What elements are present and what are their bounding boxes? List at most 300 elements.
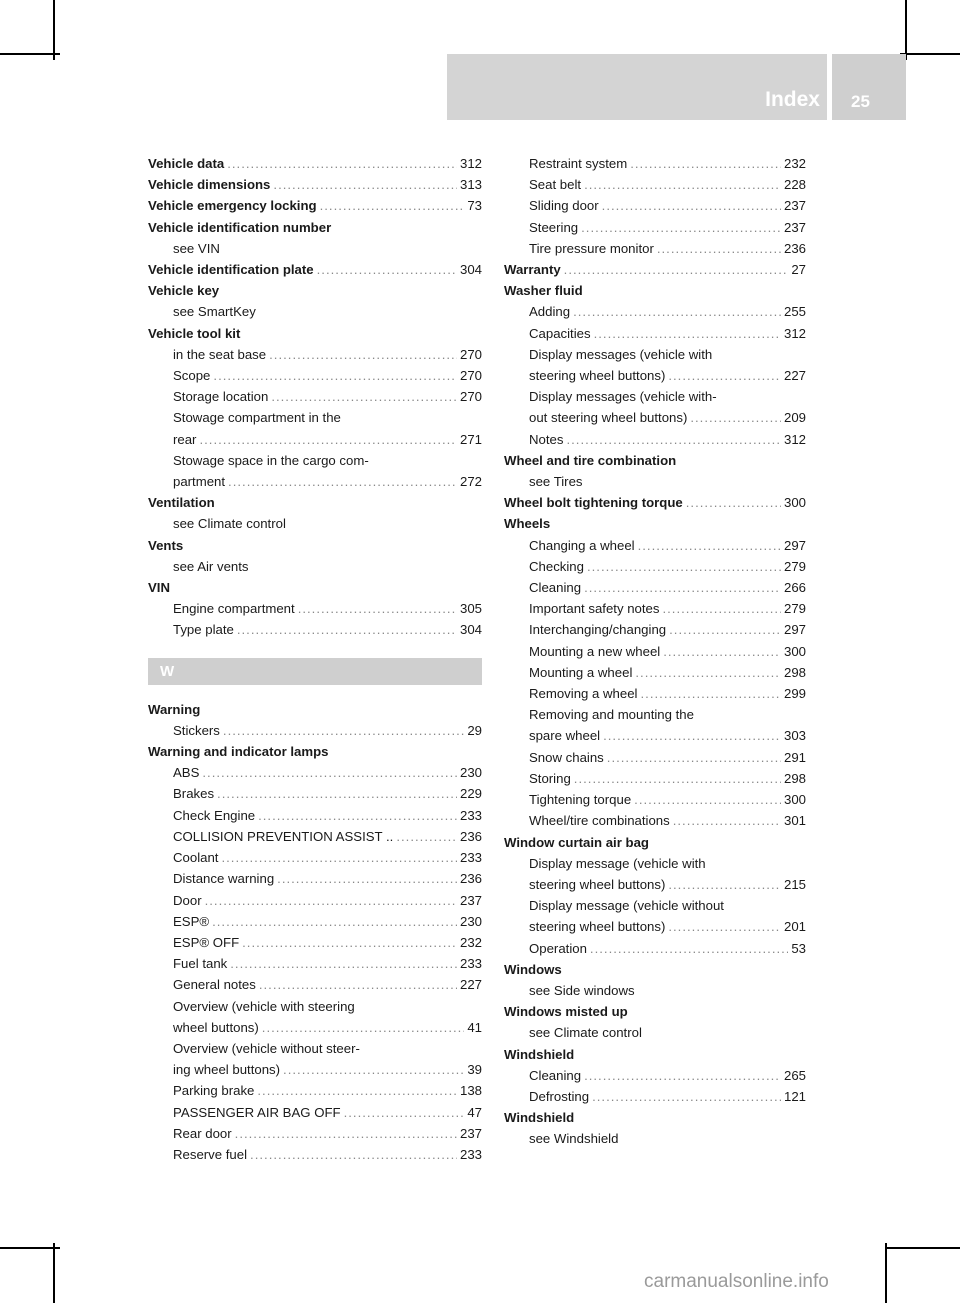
index-sub-entry: [148, 407, 482, 449]
index-main-entry: [148, 280, 482, 301]
entry-page: 312: [459, 156, 482, 171]
entry-text: Reserve fuel: [173, 1146, 248, 1162]
entry-text: Stickers: [173, 722, 220, 738]
leader-dots: [259, 974, 457, 995]
index-sub-entry: [504, 301, 806, 322]
index-sub-entry: [504, 641, 806, 662]
entry-page: 279: [783, 558, 806, 574]
leader-dots: [635, 662, 781, 683]
crop-mark-bottom-right-vertical: [885, 1243, 887, 1303]
index-main-entry: [504, 280, 806, 301]
entry-text: see Side windows: [529, 982, 635, 998]
entry-line: [529, 217, 806, 238]
leader-dots: [662, 598, 781, 619]
index-sub-entry: [504, 153, 806, 174]
entry-line: [173, 805, 482, 826]
index-sub-entry: [148, 365, 482, 386]
leader-dots: [212, 911, 457, 932]
leader-dots: [269, 344, 457, 365]
entry-page: 215: [783, 876, 806, 892]
entry-text: Check Engine: [173, 807, 256, 823]
index-main-entry: [504, 492, 806, 513]
index-sub-entry: [504, 195, 806, 216]
leader-dots: [242, 932, 457, 953]
index-main-entry: [148, 195, 482, 216]
entry-text: spare wheel: [529, 728, 601, 744]
entry-line: [173, 1144, 482, 1165]
entry-text: Washer fluid: [504, 283, 583, 299]
index-sub-entry: [148, 450, 482, 492]
entry-line: [529, 725, 806, 746]
index-see-reference: [504, 980, 806, 1001]
entry-text: see SmartKey: [173, 304, 256, 320]
entry-line: [173, 762, 482, 783]
entry-text: Warning and indicator lamps: [148, 744, 329, 760]
leader-dots: [584, 577, 781, 598]
entry-page: 233: [459, 956, 482, 972]
entry-line: [173, 847, 482, 868]
leader-dots: [574, 768, 781, 789]
leader-dots: [396, 826, 457, 847]
leader-dots: [213, 365, 457, 386]
entry-line: [529, 429, 806, 450]
entry-text: Vents: [148, 537, 184, 553]
entry-text: Wheel and tire combination: [504, 452, 677, 468]
entry-text: Important safety notes: [529, 601, 660, 617]
entry-text: ABS: [173, 765, 200, 781]
entry-text: Rear door: [173, 1125, 232, 1141]
entry-line: [504, 492, 806, 513]
entry-text: Operation: [529, 940, 587, 956]
index-sub-entry: [504, 853, 806, 895]
leader-dots: [227, 153, 457, 174]
entry-line: [173, 344, 482, 365]
entry-page: 138: [459, 1083, 482, 1099]
leader-dots: [657, 238, 781, 259]
crop-mark-bottom-left-horizontal: [0, 1247, 60, 1249]
entry-text: Tightening torque: [529, 792, 632, 808]
entry-text: Distance warning: [173, 871, 275, 887]
entry-line: [173, 720, 482, 741]
entry-line: [529, 874, 806, 895]
index-sub-entry: [148, 996, 482, 1038]
index-sub-entry: [504, 704, 806, 746]
entry-line: [173, 953, 482, 974]
entry-line: [504, 259, 806, 280]
entry-page: 233: [459, 1146, 482, 1162]
entry-text: Window curtain air bag: [504, 834, 649, 850]
entry-text: Mounting a wheel: [529, 664, 633, 680]
entry-page: 233: [459, 807, 482, 823]
index-sub-entry: [148, 868, 482, 889]
index-main-entry: [504, 513, 806, 534]
entry-line: [173, 1017, 482, 1038]
index-main-entry: [148, 323, 482, 344]
leader-dots: [590, 938, 788, 959]
entry-page: 304: [459, 622, 482, 638]
index-sub-entry: [148, 598, 482, 619]
entry-page: 270: [459, 346, 482, 362]
entry-line: [529, 662, 806, 683]
entry-line: [148, 153, 482, 174]
entry-text: Cleaning: [529, 580, 582, 596]
entry-page: 271: [459, 431, 482, 447]
index-see-reference: [148, 301, 482, 322]
entry-page: 265: [783, 1067, 806, 1083]
entry-text: see Air vents: [173, 558, 249, 574]
index-see-reference: [148, 513, 482, 534]
leader-dots: [587, 556, 781, 577]
entry-line: [529, 641, 806, 662]
entry-text: Removing and mounting the: [529, 707, 694, 723]
entry-text: Vehicle emergency locking: [148, 198, 317, 214]
index-main-entry: [148, 741, 482, 762]
leader-dots: [320, 195, 465, 216]
leader-dots: [223, 720, 464, 741]
leader-dots: [584, 1065, 781, 1086]
entry-text: Vehicle dimensions: [148, 177, 271, 193]
index-sub-entry: [504, 938, 806, 959]
entry-page: 313: [459, 177, 482, 193]
entry-line: [529, 195, 806, 216]
entry-text: Mounting a new wheel: [529, 643, 661, 659]
entry-text: Steering: [529, 219, 579, 235]
index-sub-entry: [148, 974, 482, 995]
entry-text: VIN: [148, 580, 170, 596]
index-main-entry: [148, 174, 482, 195]
entry-page: 230: [459, 913, 482, 929]
index-sub-entry: [504, 683, 806, 704]
index-sub-entry: [504, 598, 806, 619]
entry-page: 300: [783, 495, 806, 511]
entry-text: Display message (vehicle with: [529, 855, 706, 871]
entry-line: [529, 619, 806, 640]
entry-page: 232: [783, 156, 806, 171]
entry-page: 230: [459, 765, 482, 781]
index-main-entry: [504, 832, 806, 853]
entry-line: [529, 365, 806, 386]
crop-mark-top-left-horizontal: [0, 53, 60, 55]
entry-text: Door: [173, 892, 202, 908]
entry-text: Cleaning: [529, 1067, 582, 1083]
entry-line: [529, 810, 806, 831]
leader-dots: [257, 1080, 457, 1101]
leader-dots: [581, 217, 781, 238]
index-main-entry: [148, 259, 482, 280]
index-main-entry: [148, 492, 482, 513]
leader-dots: [564, 259, 789, 280]
entry-text: Wheel bolt tightening torque: [504, 495, 683, 511]
entry-line: [173, 868, 482, 889]
entry-line: [529, 535, 806, 556]
entry-page: 297: [783, 537, 806, 553]
index-sub-entry: [504, 1086, 806, 1107]
index-sub-entry: [504, 323, 806, 344]
entry-text: Wheels: [504, 516, 551, 532]
entry-page: 298: [783, 664, 806, 680]
entry-text: ESP®: [173, 913, 210, 929]
entry-line: [529, 174, 806, 195]
index-main-entry: [148, 217, 482, 238]
entry-text: see VIN: [173, 240, 220, 256]
leader-dots: [594, 323, 781, 344]
entry-text: Storing: [529, 770, 571, 786]
entry-text: partment: [173, 474, 226, 490]
leader-dots: [566, 429, 781, 450]
entry-line: [173, 471, 482, 492]
index-see-reference: [148, 238, 482, 259]
index-sub-entry: [148, 1144, 482, 1165]
entry-text: Snow chains: [529, 749, 604, 765]
entry-text: Windows: [504, 961, 562, 977]
leader-dots: [217, 783, 457, 804]
index-main-entry: [504, 259, 806, 280]
entry-text: Stowage compartment in the: [173, 410, 341, 426]
index-sub-entry: [504, 662, 806, 683]
index-sub-entry: [504, 747, 806, 768]
entry-line: [529, 768, 806, 789]
index-sub-entry: [148, 1080, 482, 1101]
entry-text: Engine compartment: [173, 601, 295, 617]
crop-mark-top-right-vertical: [905, 0, 907, 60]
leader-dots: [686, 492, 781, 513]
leader-dots: [235, 1123, 457, 1144]
entry-text: Sliding door: [529, 198, 599, 214]
index-sub-entry: [504, 174, 806, 195]
index-see-reference: [148, 556, 482, 577]
entry-text: Windows misted up: [504, 1004, 628, 1020]
entry-page: 305: [459, 601, 482, 617]
entry-text: Warranty: [504, 262, 561, 278]
entry-page: 299: [783, 686, 806, 702]
entry-line: [529, 938, 806, 959]
index-sub-entry: [504, 217, 806, 238]
entry-page: 237: [459, 1125, 482, 1141]
leader-dots: [669, 619, 781, 640]
index-sub-entry: [504, 895, 806, 937]
index-see-reference: [504, 1022, 806, 1043]
leader-dots: [638, 535, 781, 556]
index-sub-entry: [148, 344, 482, 365]
entry-page: 303: [783, 728, 806, 744]
entry-text: Display messages (vehicle with: [529, 346, 713, 362]
index-column-right: [504, 153, 806, 1150]
entry-text: steering wheel buttons): [529, 876, 666, 892]
index-sub-entry: [504, 619, 806, 640]
entry-text: Brakes: [173, 786, 215, 802]
entry-page: 229: [459, 786, 482, 802]
index-sub-entry: [504, 535, 806, 556]
entry-text: Defrosting: [529, 1088, 590, 1104]
leader-dots: [277, 868, 457, 889]
entry-line: [529, 301, 806, 322]
entry-text: see Climate control: [529, 1025, 642, 1041]
entry-page: 47: [467, 1104, 482, 1120]
leader-dots: [344, 1102, 465, 1123]
entry-text: Overview (vehicle with steering: [173, 998, 355, 1014]
entry-line: [529, 916, 806, 937]
leader-dots: [298, 598, 457, 619]
entry-line: [173, 974, 482, 995]
entry-text: Storage location: [173, 389, 269, 405]
index-sub-entry: [148, 1123, 482, 1144]
index-sub-entry: [148, 932, 482, 953]
section-header-letter: W: [148, 658, 482, 685]
entry-page: 300: [783, 792, 806, 808]
crop-mark-top-right-horizontal: [900, 53, 960, 55]
index-main-entry: [148, 153, 482, 174]
leader-dots: [573, 301, 781, 322]
index-main-entry: [504, 959, 806, 980]
entry-text: ESP® OFF: [173, 934, 240, 950]
leader-dots: [602, 195, 781, 216]
entry-line: [148, 174, 482, 195]
page-number: 25: [851, 92, 870, 111]
entry-page: 297: [783, 622, 806, 638]
leader-dots: [273, 174, 457, 195]
entry-text: Vehicle key: [148, 283, 220, 299]
index-sub-entry: [504, 386, 806, 428]
entry-page: 304: [459, 262, 482, 278]
entry-text: Coolant: [173, 850, 219, 866]
entry-text: Checking: [529, 558, 584, 574]
index-see-reference: [504, 471, 806, 492]
index-sub-entry: [504, 556, 806, 577]
entry-text: Restraint system: [529, 156, 628, 171]
entry-page: 201: [783, 919, 806, 935]
entry-text: in the seat base: [173, 346, 267, 362]
entry-page: 233: [459, 850, 482, 866]
entry-line: [529, 1065, 806, 1086]
leader-dots: [668, 365, 781, 386]
entry-line: [529, 1086, 806, 1107]
entry-page: 232: [459, 934, 482, 950]
leader-dots: [607, 747, 781, 768]
index-see-reference: [504, 1128, 806, 1149]
entry-page: 236: [783, 240, 806, 256]
leader-dots: [258, 805, 457, 826]
entry-page: 270: [459, 389, 482, 405]
entry-text: Display message (vehicle without: [529, 898, 724, 914]
entry-line: [529, 323, 806, 344]
entry-text: Capacities: [529, 325, 591, 341]
leader-dots: [673, 810, 781, 831]
index-sub-entry: [148, 953, 482, 974]
entry-text: Ventilation: [148, 495, 215, 511]
entry-text: Overview (vehicle without steer-: [173, 1040, 360, 1056]
entry-text: Wheel/tire combinations: [529, 813, 670, 829]
leader-dots: [668, 874, 781, 895]
entry-text: Warning: [148, 701, 201, 717]
entry-line: [173, 890, 482, 911]
leader-dots: [221, 847, 457, 868]
entry-page: 209: [783, 410, 806, 426]
leader-dots: [283, 1059, 464, 1080]
entry-line: [173, 826, 482, 847]
leader-dots: [663, 641, 781, 662]
entry-text: Adding: [529, 304, 571, 320]
leader-dots: [592, 1086, 781, 1107]
entry-page: 312: [783, 431, 806, 447]
leader-dots: [271, 386, 457, 407]
index-main-entry: [148, 535, 482, 556]
entry-text: Interchanging/changing: [529, 622, 667, 638]
leader-dots: [584, 174, 781, 195]
entry-line: [148, 195, 482, 216]
entry-page: 270: [459, 368, 482, 384]
entry-page: 301: [783, 813, 806, 829]
index-sub-entry: [148, 826, 482, 847]
entry-text: Seat belt: [529, 177, 582, 193]
entry-text: PASSENGER AIR BAG OFF: [173, 1104, 341, 1120]
entry-page: 237: [459, 892, 482, 908]
entry-page: 300: [783, 643, 806, 659]
index-sub-entry: [504, 789, 806, 810]
entry-text: Fuel tank: [173, 956, 228, 972]
leader-dots: [668, 916, 781, 937]
index-sub-entry: [148, 1102, 482, 1123]
entry-line: [529, 747, 806, 768]
entry-page: 291: [783, 749, 806, 765]
entry-line: [529, 683, 806, 704]
entry-line: [529, 577, 806, 598]
entry-page: 279: [783, 601, 806, 617]
index-main-entry: [504, 1044, 806, 1065]
entry-text: wheel buttons): [173, 1019, 259, 1035]
entry-line: [173, 783, 482, 804]
entry-text: Scope: [173, 368, 211, 384]
index-column-left: [148, 153, 482, 1165]
entry-text: see Climate control: [173, 516, 286, 532]
entry-page: 228: [783, 177, 806, 193]
entry-line: [173, 932, 482, 953]
index-sub-entry: [148, 890, 482, 911]
entry-text: Stowage space in the cargo com-: [173, 452, 369, 468]
entry-text: Windshield: [504, 1110, 575, 1126]
entry-text: Vehicle data: [148, 156, 225, 171]
leader-dots: [199, 429, 457, 450]
entry-text: Parking brake: [173, 1083, 255, 1099]
entry-text: see Windshield: [529, 1131, 619, 1147]
index-sub-entry: [148, 911, 482, 932]
entry-line: [529, 153, 806, 174]
entry-text: General notes: [173, 977, 256, 993]
index-sub-entry: [504, 429, 806, 450]
entry-text: Vehicle identification plate: [148, 262, 314, 278]
leader-dots: [205, 890, 457, 911]
page-title: Index: [765, 88, 820, 111]
entry-page: 227: [783, 368, 806, 384]
index-main-entry: [148, 577, 482, 598]
entry-line: [173, 1059, 482, 1080]
entry-line: [173, 1080, 482, 1101]
entry-text: Type plate: [173, 622, 234, 638]
entry-page: 298: [783, 770, 806, 786]
entry-page: 73: [467, 198, 482, 214]
index-sub-entry: [148, 847, 482, 868]
entry-text: Vehicle tool kit: [148, 325, 241, 341]
entry-line: [529, 789, 806, 810]
entry-line: [173, 911, 482, 932]
entry-line: [173, 1102, 482, 1123]
index-sub-entry: [504, 768, 806, 789]
entry-line: [173, 598, 482, 619]
leader-dots: [262, 1017, 465, 1038]
leader-dots: [230, 953, 457, 974]
entry-page: 27: [791, 262, 806, 278]
entry-page: 236: [459, 871, 482, 887]
index-sub-entry: [148, 720, 482, 741]
